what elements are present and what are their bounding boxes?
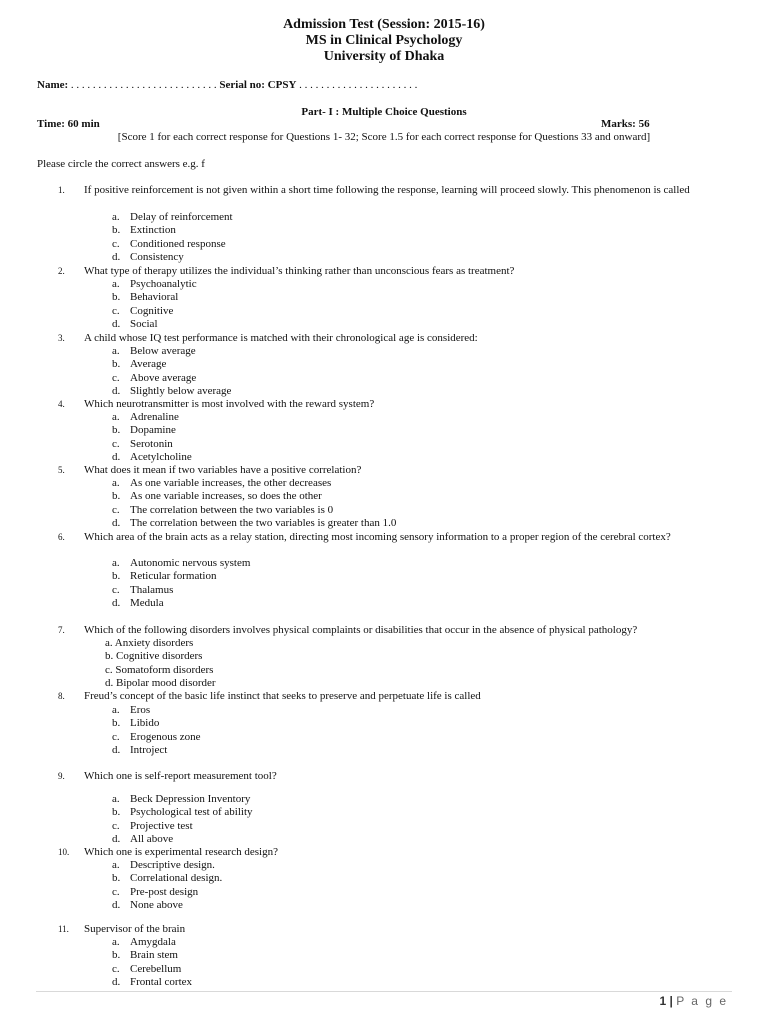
serial-blank: . . . . . . . . . . . . . . . . . . . . . .: [299, 79, 418, 91]
option-text: Delay of reinforcement: [130, 211, 233, 223]
question-text: Which of the following disorders involves physical complaints or disabilities that occur in the absence of physical pathology?: [84, 624, 638, 636]
option-letter: a.: [112, 859, 120, 871]
question-number: 11.: [58, 924, 69, 934]
option-text: Libido: [130, 717, 160, 729]
option-text: Psychoanalytic: [130, 278, 197, 290]
page-number: 1: [659, 994, 667, 1008]
university-title: University of Dhaka: [323, 49, 445, 64]
option-letter: a.: [112, 477, 120, 489]
option-text: Reticular formation: [130, 570, 217, 582]
answer-option[interactable]: b. Cognitive disorders: [105, 650, 203, 662]
option-letter: c.: [112, 886, 120, 898]
option-letter: c.: [112, 372, 120, 384]
footer-divider: [36, 991, 732, 992]
option-text: Autonomic nervous system: [130, 557, 251, 569]
option-letter: d.: [112, 385, 121, 397]
option-text: All above: [130, 833, 174, 845]
question-text: Supervisor of the brain: [84, 923, 186, 935]
option-text: Cognitive: [130, 305, 174, 317]
option-letter: d.: [112, 517, 121, 529]
option-letter: b.: [112, 949, 121, 961]
option-letter: d.: [112, 251, 121, 263]
option-letter: d.: [112, 597, 121, 609]
question-number: 9.: [58, 771, 65, 781]
option-text: Medula: [130, 597, 164, 609]
option-text: Dopamine: [130, 424, 176, 436]
question-text: Which area of the brain acts as a relay station, directing most incoming sensory information to a proper region of the cerebral cortex?: [84, 531, 671, 543]
option-letter: c.: [112, 504, 120, 516]
option-letter: a.: [112, 936, 120, 948]
option-text: Cerebellum: [130, 963, 182, 975]
option-text: Eros: [130, 704, 151, 716]
scoring-note: [Score 1 for each correct response for Questions 1- 32; Score 1.5 for each correct response for Questions 33 and onward]: [117, 131, 651, 143]
question-text: Which one is self-report measurement tool?: [84, 770, 277, 782]
option-text: Extinction: [130, 224, 176, 236]
option-text: Adrenaline: [130, 411, 179, 423]
question-text: What type of therapy utilizes the individual’s thinking rather than unconscious fears as treatment?: [84, 265, 515, 277]
page-footer: [659, 994, 728, 1008]
option-letter: a.: [112, 345, 120, 357]
question-number: 10.: [58, 847, 70, 857]
question-number: 4.: [58, 399, 65, 409]
option-letter: d.: [112, 833, 121, 845]
option-letter: c.: [112, 731, 120, 743]
option-text: Frontal cortex: [130, 976, 193, 988]
question-text: Which neurotransmitter is most involved with the reward system?: [84, 398, 375, 410]
time-label: Time: 60 min: [37, 118, 100, 130]
option-text: Social: [130, 318, 158, 330]
option-letter: b.: [112, 424, 121, 436]
option-letter: b.: [112, 291, 121, 303]
option-letter: b.: [112, 717, 121, 729]
option-letter: c.: [112, 963, 120, 975]
page-word: P a g e: [676, 994, 728, 1008]
question-text: A child whose IQ test performance is matched with their chronological age is considered:: [84, 332, 478, 344]
program-title: MS in Clinical Psychology: [305, 33, 463, 48]
option-text: Average: [130, 358, 167, 370]
question-text: What does it mean if two variables have a positive correlation?: [84, 464, 362, 476]
option-text: Erogenous zone: [130, 731, 201, 743]
question-number: 6.: [58, 532, 65, 542]
option-text: Serotonin: [130, 438, 173, 450]
option-text: As one variable increases, the other decreases: [130, 477, 332, 489]
option-text: Pre-post design: [130, 886, 199, 898]
answer-option[interactable]: c. Somatoform disorders: [105, 664, 214, 676]
option-text: Below average: [130, 345, 196, 357]
option-letter: d.: [112, 318, 121, 330]
option-text: Correlational design.: [130, 872, 223, 884]
serial-label: Serial no: CPSY: [219, 79, 297, 91]
question-number: 3.: [58, 333, 65, 343]
option-text: Brain stem: [130, 949, 178, 961]
question-number: 5.: [58, 465, 65, 475]
option-letter: c.: [112, 238, 120, 250]
footer-separator: |: [669, 994, 673, 1008]
option-letter: c.: [112, 305, 120, 317]
question-text: Which one is experimental research design?: [84, 846, 278, 858]
option-text: Amygdala: [130, 936, 176, 948]
option-text: Psychological test of ability: [130, 806, 253, 818]
option-letter: b.: [112, 570, 121, 582]
option-text: None above: [130, 899, 183, 911]
option-letter: c.: [112, 584, 120, 596]
option-letter: b.: [112, 490, 121, 502]
option-text: Introject: [130, 744, 168, 756]
instruction-text: Please circle the correct answers e.g. f: [37, 158, 205, 170]
option-text: Descriptive design.: [130, 859, 215, 871]
option-text: Beck Depression Inventory: [130, 793, 251, 805]
option-letter: d.: [112, 451, 121, 463]
question-text: If positive reinforcement is not given within a short time following the response, learning will proceed slowly. This phenomenon is called: [84, 184, 690, 196]
question-number: 1.: [58, 185, 65, 195]
option-letter: c.: [112, 820, 120, 832]
option-text: Acetylcholine: [130, 451, 192, 463]
name-label: Name:: [37, 79, 69, 91]
option-letter: a.: [112, 411, 120, 423]
option-letter: c.: [112, 438, 120, 450]
marks-label: Marks: 56: [601, 118, 650, 130]
option-letter: b.: [112, 872, 121, 884]
option-letter: a.: [112, 793, 120, 805]
name-field: [37, 79, 417, 91]
name-blank: . . . . . . . . . . . . . . . . . . . . . . . . . . .: [70, 79, 217, 91]
option-text: Thalamus: [130, 584, 174, 596]
option-text: Conditioned response: [130, 238, 226, 250]
option-text: Slightly below average: [130, 385, 232, 397]
option-letter: b.: [112, 358, 121, 370]
question-number: 2.: [58, 266, 65, 276]
option-letter: a.: [112, 278, 120, 290]
question-number: 8.: [58, 691, 65, 701]
option-letter: a.: [112, 557, 120, 569]
option-letter: b.: [112, 806, 121, 818]
part-title: Part- I : Multiple Choice Questions: [301, 106, 467, 118]
option-text: Behavioral: [130, 291, 179, 303]
option-letter: a.: [112, 211, 120, 223]
option-letter: a.: [112, 704, 120, 716]
option-letter: d.: [112, 976, 121, 988]
exam-title: Admission Test (Session: 2015-16): [283, 17, 485, 32]
option-letter: b.: [112, 224, 121, 236]
option-letter: d.: [112, 744, 121, 756]
option-text: As one variable increases, so does the other: [130, 490, 322, 502]
option-text: Projective test: [130, 820, 193, 832]
option-text: Above average: [130, 372, 197, 384]
option-text: The correlation between the two variables is 0: [130, 504, 334, 516]
option-letter: d.: [112, 899, 121, 911]
option-text: The correlation between the two variables is greater than 1.0: [130, 517, 397, 529]
answer-option[interactable]: d. Bipolar mood disorder: [105, 677, 216, 689]
question-number: 7.: [58, 625, 65, 635]
answer-option[interactable]: a. Anxiety disorders: [105, 637, 194, 649]
option-text: Consistency: [130, 251, 184, 263]
question-text: Freud’s concept of the basic life instinct that seeks to preserve and perpetuate life is called: [84, 690, 481, 702]
